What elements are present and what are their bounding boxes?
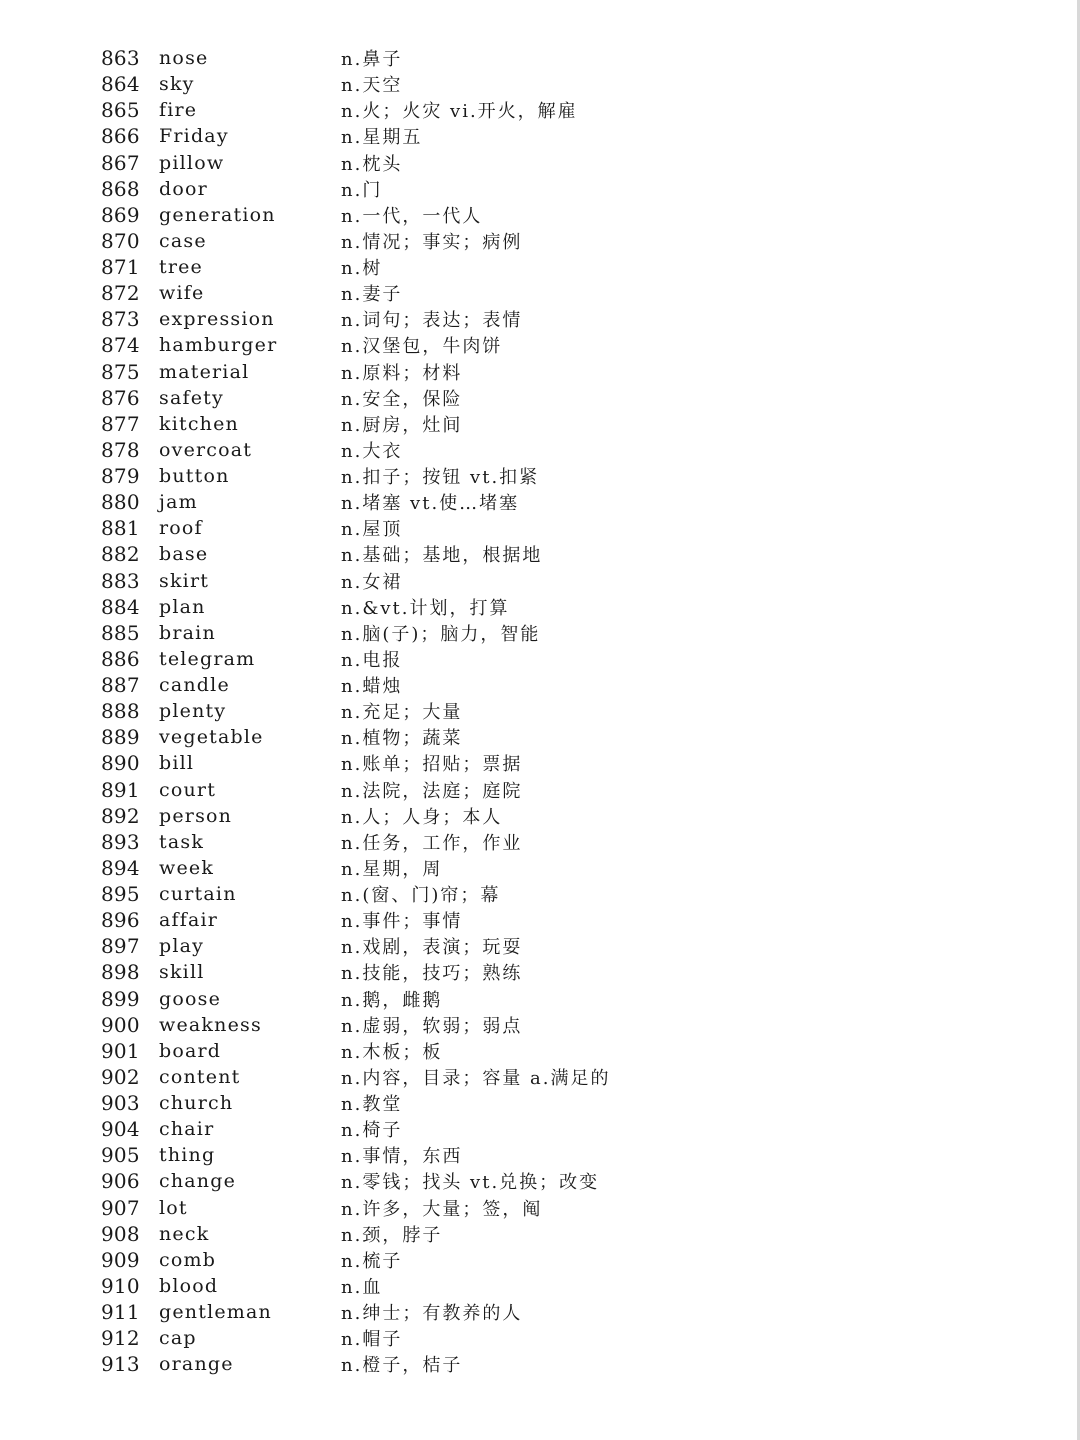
entry-definition: n.木板；板 [341,1041,443,1063]
entry-definition: n.堵塞 vt.使…堵塞 [341,493,520,515]
vocab-row [101,1221,1041,1247]
vocab-row [101,986,1041,1012]
entry-definition: n.教堂 [341,1094,403,1116]
entry-definition: n.基础；基地，根据地 [341,545,543,567]
entry-definition: n.妻子 [341,284,403,306]
entry-number: 907 [101,1195,140,1220]
entry-word: change [159,1170,237,1193]
entry-definition: n.女裙 [341,571,403,593]
entry-definition: n.椅子 [341,1120,403,1142]
entry-word: content [159,1065,241,1088]
vocab-row [101,489,1041,515]
vocab-row [101,568,1041,594]
entry-definition: n.技能，技巧；熟练 [341,963,523,985]
entry-word: week [159,856,215,879]
entry-number: 901 [101,1038,140,1063]
entry-word: thing [159,1144,216,1167]
entry-number: 898 [101,960,140,985]
vocab-row [101,803,1041,829]
vocab-row [101,254,1041,280]
entry-number: 871 [101,255,140,280]
entry-number: 905 [101,1143,140,1168]
entry-word: wife [159,282,205,305]
vocab-row [101,150,1041,176]
entry-number: 895 [101,882,140,907]
entry-word: generation [159,203,276,226]
entry-definition: n.原料；材料 [341,362,463,384]
entry-definition: n.树 [341,258,383,280]
entry-number: 889 [101,725,140,750]
entry-word: board [159,1039,222,1062]
vocab-row [101,332,1041,358]
vocab-row [101,1195,1041,1221]
entry-number: 863 [101,46,140,71]
entry-definition: n.厨房，灶间 [341,414,463,436]
vocab-row [101,724,1041,750]
vocab-row [101,1090,1041,1116]
entry-definition: n.法院，法庭；庭院 [341,780,523,802]
entry-word: affair [159,909,219,932]
entry-definition: n.许多，大量；签，阄 [341,1198,543,1220]
entry-word: Friday [159,125,229,148]
entry-definition: n.天空 [341,75,403,97]
entry-number: 913 [101,1352,140,1377]
vocab-row [101,777,1041,803]
entry-number: 897 [101,934,140,959]
vocab-row [101,45,1041,71]
entry-definition: n.颈，脖子 [341,1224,443,1246]
entry-word: church [159,1092,234,1115]
vocab-row [101,71,1041,97]
vocab-row [101,1247,1041,1273]
entry-number: 878 [101,437,140,462]
entry-number: 864 [101,72,140,97]
entry-word: tree [159,256,204,279]
entry-number: 909 [101,1247,140,1272]
entry-definition: n.充足；大量 [341,702,463,724]
entry-number: 877 [101,411,140,436]
vocab-row [101,881,1041,907]
vocab-row [101,1299,1041,1325]
entry-number: 866 [101,124,140,149]
entry-word: lot [159,1196,188,1219]
entry-definition: n.帽子 [341,1329,403,1351]
entry-word: sky [159,73,195,96]
entry-definition: n.大衣 [341,440,403,462]
vocab-row [101,907,1041,933]
entry-word: telegram [159,647,256,670]
entry-word: blood [159,1274,219,1297]
vocab-row [101,97,1041,123]
vocab-row [101,437,1041,463]
entry-word: task [159,830,205,853]
entry-definition: n.蜡烛 [341,676,403,698]
vocab-row [101,1351,1041,1377]
entry-word: safety [159,386,224,409]
entry-word: base [159,543,209,566]
entry-definition: n.&vt.计划，打算 [341,597,510,619]
vocab-row [101,1064,1041,1090]
entry-number: 865 [101,98,140,123]
entry-word: plan [159,595,206,618]
entry-number: 869 [101,202,140,227]
vocab-row [101,228,1041,254]
vocab-row [101,594,1041,620]
entry-number: 906 [101,1169,140,1194]
vocab-row [101,959,1041,985]
entry-definition: n.事情，东西 [341,1146,463,1168]
entry-word: material [159,360,250,383]
vocab-row [101,411,1041,437]
entry-number: 873 [101,307,140,332]
entry-definition: n.内容，目录；容量 a.满足的 [341,1067,611,1089]
entry-number: 874 [101,333,140,358]
vocab-row [101,1273,1041,1299]
entry-number: 872 [101,281,140,306]
vocab-row [101,280,1041,306]
entry-word: candle [159,674,230,697]
entry-word: expression [159,308,275,331]
entry-definition: n.枕头 [341,153,403,175]
entry-definition: n.人；人身；本人 [341,806,503,828]
entry-number: 910 [101,1273,140,1298]
vocab-row [101,1325,1041,1351]
entry-number: 884 [101,594,140,619]
entry-number: 868 [101,176,140,201]
vocab-row [101,672,1041,698]
entry-number: 887 [101,673,140,698]
vocab-row [101,1038,1041,1064]
entry-definition: n.事件；事情 [341,911,463,933]
entry-word: skirt [159,569,210,592]
entry-word: chair [159,1118,215,1141]
entry-number: 903 [101,1091,140,1116]
entry-definition: n.绅士；有教养的人 [341,1303,523,1325]
entry-definition: n.虚弱，软弱；弱点 [341,1015,523,1037]
vocab-row [101,933,1041,959]
entry-number: 892 [101,803,140,828]
vocab-row [101,306,1041,332]
entry-number: 875 [101,359,140,384]
entry-definition: n.血 [341,1276,383,1298]
entry-definition: n.星期，周 [341,858,443,880]
entry-definition: n.汉堡包，牛肉饼 [341,336,503,358]
entry-number: 900 [101,1012,140,1037]
entry-number: 891 [101,777,140,802]
vocab-row [101,1168,1041,1194]
entry-number: 883 [101,568,140,593]
entry-number: 896 [101,908,140,933]
entry-definition: n.安全，保险 [341,388,463,410]
entry-definition: n.戏剧，表演；玩耍 [341,937,523,959]
vocab-row [101,359,1041,385]
entry-word: neck [159,1222,210,1245]
entry-word: case [159,229,207,252]
entry-word: door [159,177,208,200]
entry-definition: n.零钱；找头 vt.兑换；改变 [341,1172,600,1194]
entry-number: 886 [101,646,140,671]
entry-word: kitchen [159,412,239,435]
vocab-row [101,515,1041,541]
entry-definition: n.鼻子 [341,49,403,71]
entry-word: comb [159,1248,217,1271]
entry-number: 885 [101,620,140,645]
entry-number: 870 [101,228,140,253]
vocab-row [101,829,1041,855]
vocab-row [101,855,1041,881]
entry-number: 912 [101,1326,140,1351]
entry-number: 888 [101,699,140,724]
vocab-row [101,698,1041,724]
vocab-row [101,1116,1041,1142]
entry-number: 876 [101,385,140,410]
entry-number: 882 [101,542,140,567]
entry-word: plenty [159,700,227,723]
entry-word: play [159,935,205,958]
entry-number: 904 [101,1117,140,1142]
entry-definition: n.门 [341,179,383,201]
entry-number: 899 [101,986,140,1011]
entry-number: 902 [101,1064,140,1089]
entry-number: 908 [101,1221,140,1246]
entry-word: pillow [159,151,225,174]
entry-word: orange [159,1353,234,1376]
entry-number: 894 [101,855,140,880]
vocab-row [101,646,1041,672]
entry-word: hamburger [159,334,278,357]
entry-word: fire [159,99,198,122]
entry-word: button [159,465,230,488]
entry-definition: n.账单；招贴；票据 [341,754,523,776]
vocab-row [101,385,1041,411]
vocab-row [101,202,1041,228]
entry-word: overcoat [159,438,253,461]
entry-word: weakness [159,1013,262,1036]
entry-word: jam [159,491,198,514]
entry-definition: n.情况；事实；病例 [341,231,523,253]
entry-word: cap [159,1327,197,1350]
vocab-row [101,620,1041,646]
entry-definition: n.一代，一代人 [341,205,483,227]
entry-definition: n.屋顶 [341,519,403,541]
entry-number: 867 [101,150,140,175]
entry-definition: n.星期五 [341,127,423,149]
entry-number: 890 [101,751,140,776]
entry-word: skill [159,961,205,984]
entry-number: 911 [101,1300,140,1325]
entry-definition: n.(窗、门)帘；幕 [341,885,501,907]
entry-definition: n.橙子，桔子 [341,1355,463,1377]
entry-definition: n.植物；蔬菜 [341,728,463,750]
vocab-row [101,1012,1041,1038]
entry-word: person [159,804,233,827]
entry-definition: n.电报 [341,649,403,671]
vocab-row [101,463,1041,489]
entry-definition: n.火；火灾 vi.开火，解雇 [341,101,578,123]
vocab-row [101,541,1041,567]
vocab-row [101,750,1041,776]
entry-word: court [159,778,217,801]
entry-number: 879 [101,464,140,489]
vocabulary-list [101,45,1041,1377]
entry-word: vegetable [159,726,264,749]
entry-definition: n.词句；表达；表情 [341,310,523,332]
entry-definition: n.梳子 [341,1250,403,1272]
entry-word: curtain [159,883,237,906]
entry-number: 880 [101,490,140,515]
vocab-row [101,176,1041,202]
entry-definition: n.任务，工作，作业 [341,832,523,854]
entry-word: brain [159,621,216,644]
vocab-row [101,123,1041,149]
entry-number: 881 [101,516,140,541]
entry-word: goose [159,987,222,1010]
entry-definition: n.扣子；按钮 vt.扣紧 [341,467,540,489]
entry-word: nose [159,47,209,70]
entry-definition: n.脑(子)；脑力，智能 [341,623,541,645]
entry-word: bill [159,752,195,775]
entry-word: roof [159,517,203,540]
vocab-row [101,1142,1041,1168]
entry-number: 893 [101,829,140,854]
entry-definition: n.鹅，雌鹅 [341,989,443,1011]
entry-word: gentleman [159,1301,272,1324]
